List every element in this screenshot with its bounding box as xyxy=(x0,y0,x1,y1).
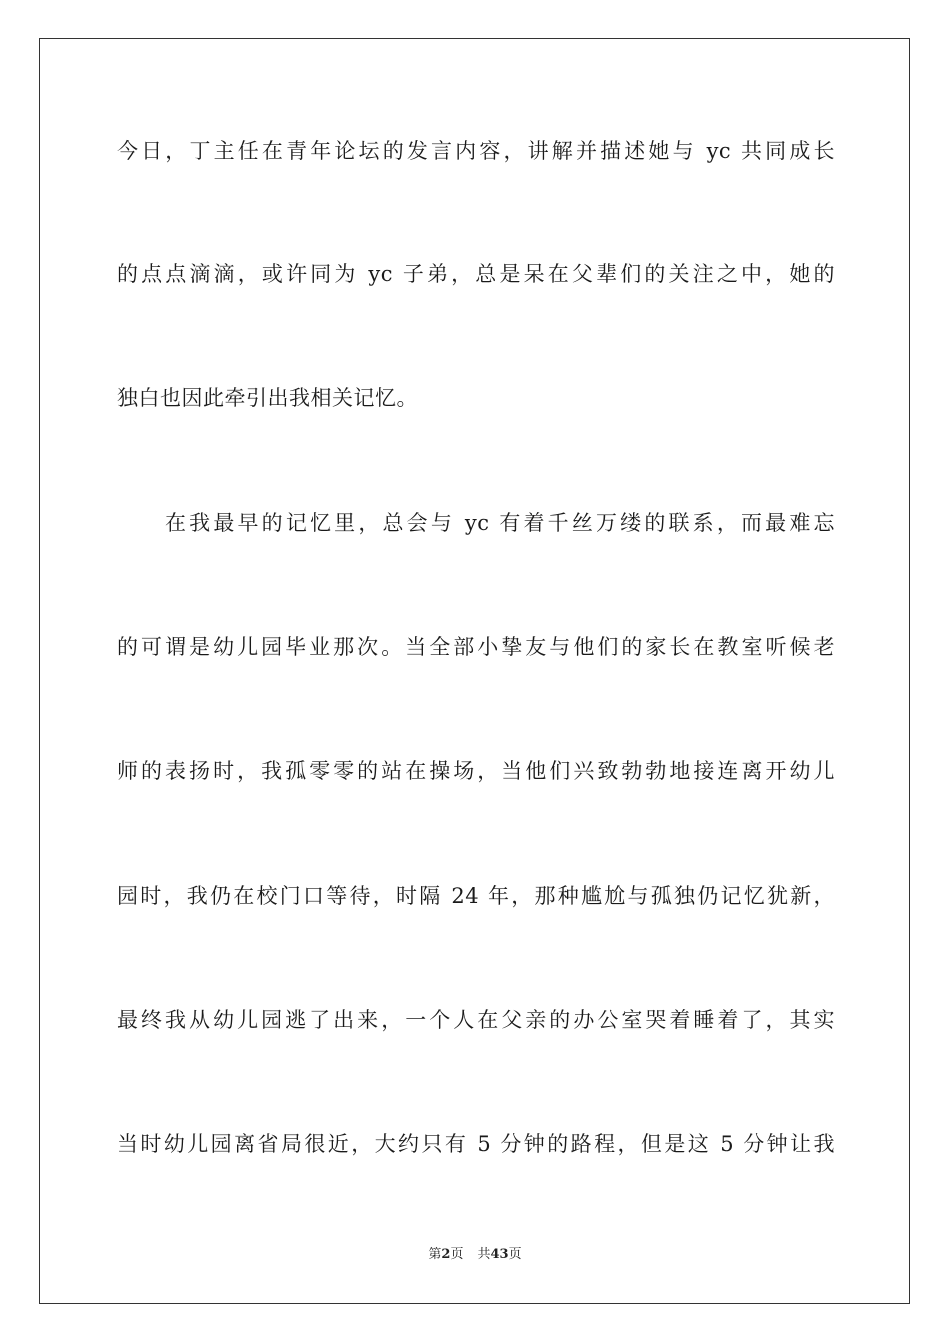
text-line-7: 园时，我仍在校门口等待，时隔 24 年，那种尴尬与孤独仍记忆犹新， xyxy=(117,884,835,908)
text-line-1: 今日，丁主任在青年论坛的发言内容，讲解并描述她与 yc 共同成长 xyxy=(117,139,835,163)
total-suffix: 页 xyxy=(508,1247,522,1262)
page-suffix: 页 xyxy=(450,1247,464,1262)
total-prefix: 共 xyxy=(477,1247,491,1262)
page-footer xyxy=(0,1245,950,1265)
total-pages: 43 xyxy=(490,1247,509,1262)
page-number: 2 xyxy=(441,1247,451,1262)
text-line-3: 独白也因此牵引出我相关记忆。 xyxy=(117,386,418,410)
text-line-4: 在我最早的记忆里，总会与 yc 有着千丝万缕的联系，而最难忘 xyxy=(165,511,835,535)
page-border xyxy=(39,38,910,1304)
text-line-8: 最终我从幼儿园逃了出来，一个人在父亲的办公室哭着睡着了，其实 xyxy=(117,1008,835,1032)
text-line-5: 的可谓是幼儿园毕业那次。当全部小挚友与他们的家长在教室听候老 xyxy=(117,635,835,659)
page-prefix: 第 xyxy=(428,1247,442,1262)
text-line-6: 师的表扬时，我孤零零的站在操场，当他们兴致勃勃地接连离开幼儿 xyxy=(117,759,835,783)
text-line-9: 当时幼儿园离省局很近，大约只有 5 分钟的路程，但是这 5 分钟让我 xyxy=(117,1132,835,1156)
text-line-2: 的点点滴滴，或许同为 yc 子弟，总是呆在父辈们的关注之中，她的 xyxy=(117,262,835,286)
